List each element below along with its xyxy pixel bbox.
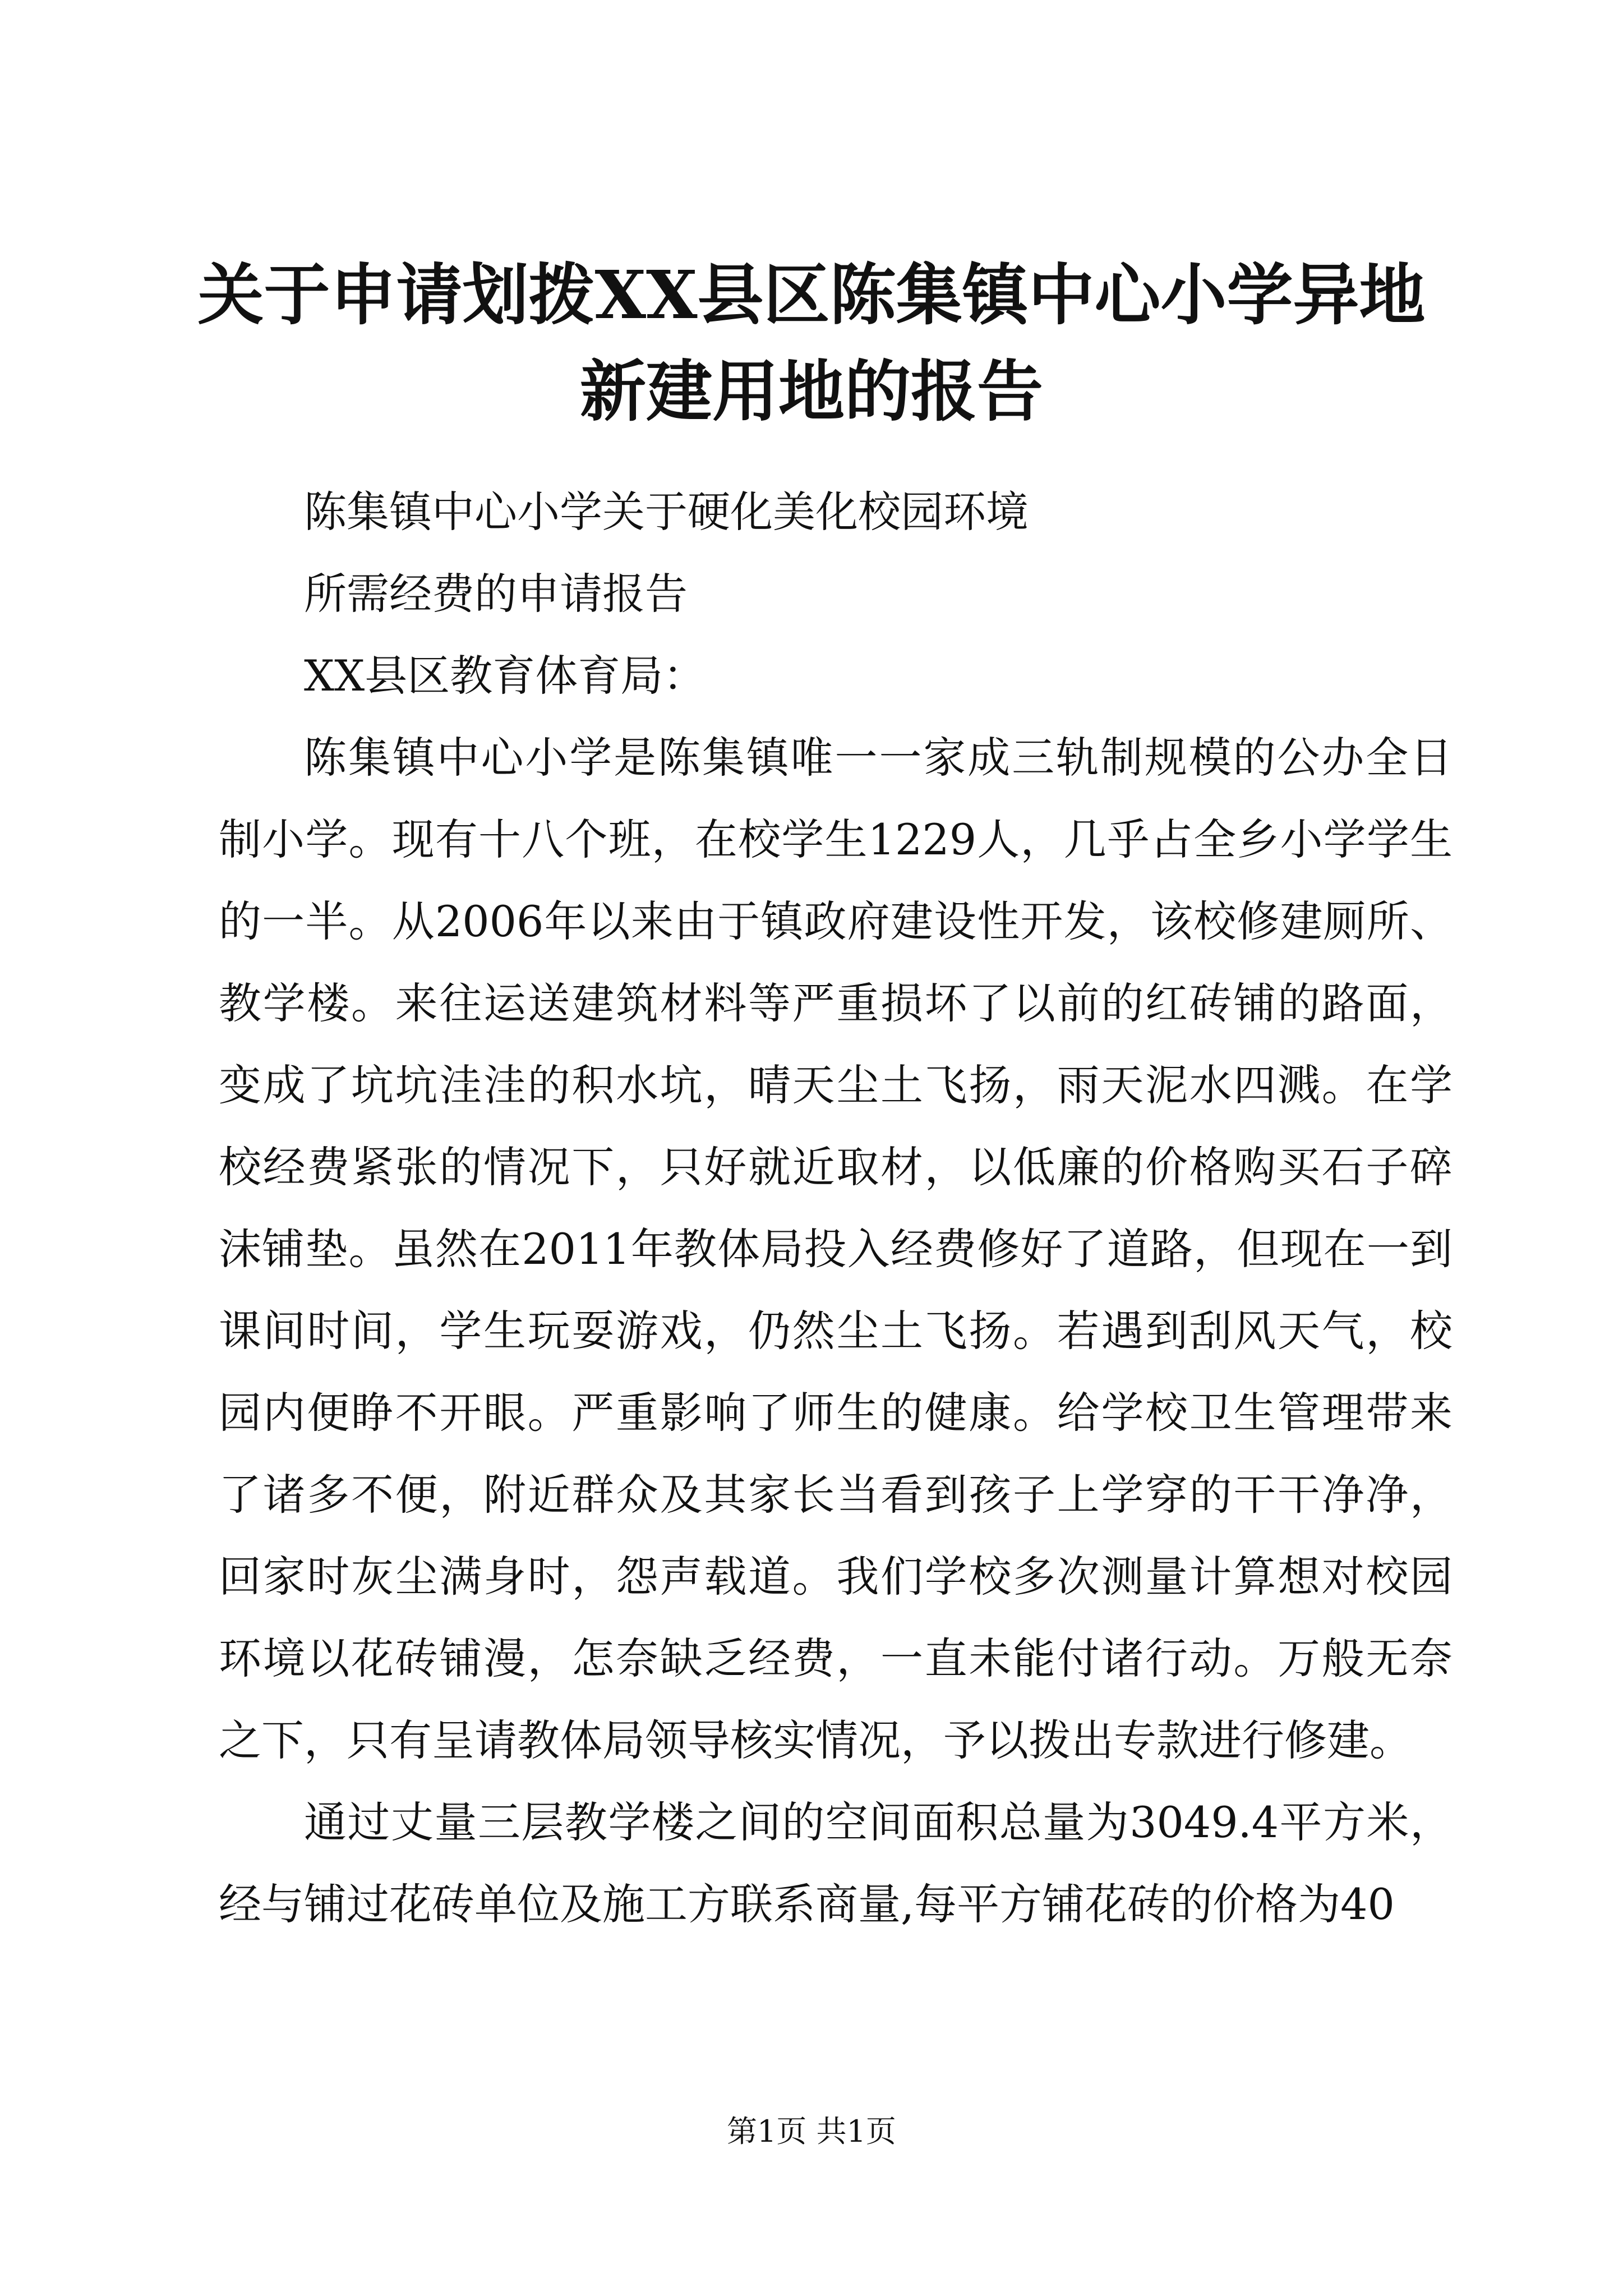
paragraph-salutation: XX县区教育体育局： (304, 651, 706, 701)
paragraph-subtitle-1: 陈集镇中心小学关于硬化美化校园环境 (304, 487, 1029, 537)
document-title: 关于申请划拨XX县区陈集镇中心小学异地新建用地的报告 (197, 256, 1426, 430)
page-footer (0, 2112, 1623, 2151)
paragraph-body-1: 陈集镇中心小学是陈集镇唯一一家成三轨制规模的公办全日制小学。现有十八个班，在校学生1229人，几乎占全乡小学学生的一半。从2006年以来由于镇政府建设性开发，该校修建厕所、教学楼。来往运送建筑材料等严重损坏了以前的红砖铺的路面，变成了坑坑洼洼的积水坑，晴天尘土飞扬，雨天泥水四溅。在学校经费紧张的情况下，只好就近取材，以低廉的价格购买石子碎沫铺垫。虽然在2011年教体局投入经费修好了道路，但现在一到课间时间，学生玩耍游戏，仍然尘土飞扬。若遇到刮风天气，校园内便睁不开眼。严重影响了师生的健康。给学校卫生管理带来了诸多不便，附近群众及其家长当看到孩子上学穿的干干净净，回家时灰尘满身时，怨声载道。我们学校多次测量计算想对校园环境以花砖铺漫，怎奈缺乏经费，一直未能付诸行动。万般无奈之下，只有呈请教体局领导核实情况，予以拨出专款进行修建。 (219, 733, 1453, 1765)
page-number: 第1页 共1页 (727, 2114, 896, 2149)
paragraph-subtitle-2: 所需经费的申请报告 (304, 569, 688, 619)
paragraph-body-2: 通过丈量三层教学楼之间的空间面积总量为3049.4平方米，经与铺过花砖单位及施工方联系商量,每平方铺花砖的价格为40 (219, 1797, 1453, 1929)
document-body (219, 471, 1453, 1945)
